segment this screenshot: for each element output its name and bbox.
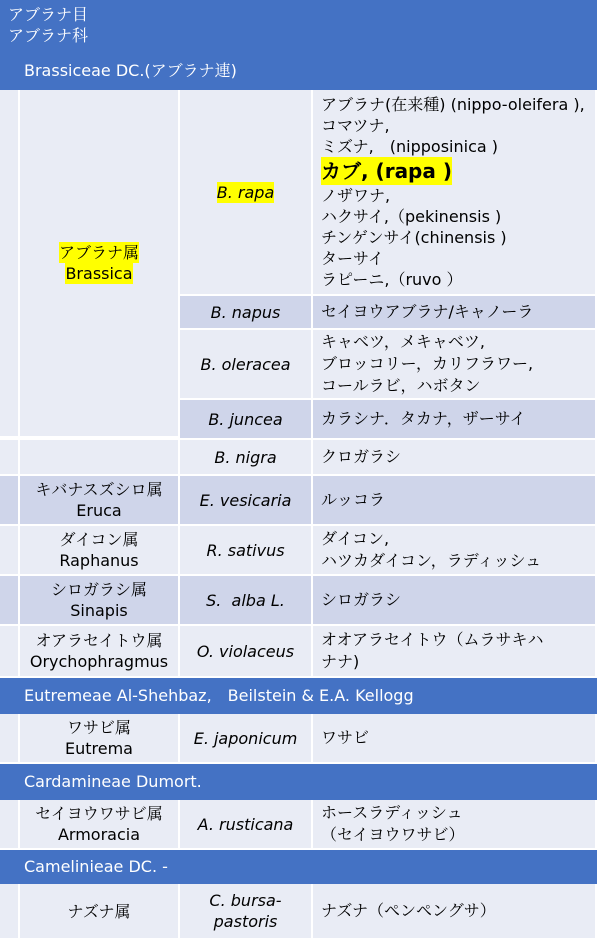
species-name-line2: pastoris	[213, 912, 278, 931]
order-name: アブラナ目	[8, 5, 89, 24]
crops-cell	[313, 800, 597, 850]
genus-latin: Armoracia	[57, 825, 141, 844]
crops-cell	[313, 884, 597, 940]
crop-item: ハツカダイコン，ラディッシュ	[321, 551, 542, 570]
genus-ja: ワサビ属	[66, 718, 131, 737]
species-cell	[180, 330, 313, 400]
genus-cell	[20, 476, 180, 526]
genus-latin: Raphanus	[59, 551, 139, 570]
crop-item: チンゲンサイ(chinensis )	[321, 228, 507, 247]
genus-row	[0, 714, 597, 764]
species-row	[0, 400, 597, 440]
crops-cell	[313, 330, 597, 400]
species-name: B. juncea	[208, 409, 283, 429]
species-name: E. japonicum	[193, 728, 298, 748]
species-name-line1: C. bursa-	[209, 891, 282, 910]
species-cell	[180, 526, 313, 576]
crop-item: ワサビ	[321, 728, 370, 747]
species-name: A. rusticana	[197, 814, 294, 834]
crop-item: クロガラシ	[321, 447, 402, 466]
indent-cell	[0, 576, 20, 626]
tribe-name: Camelinieae DC. -	[24, 857, 168, 876]
family-name: アブラナ科	[8, 26, 89, 45]
genus-ja: セイヨウワサビ属	[35, 804, 163, 823]
species-name: B. napus	[210, 302, 281, 322]
genus-latin: Sinapis	[70, 601, 128, 620]
crop-item: ルッコラ	[321, 490, 386, 509]
crop-item: ラピーニ,（ruvo ）	[321, 270, 463, 289]
genus-ja: シロガラシ属	[50, 580, 147, 599]
genus-latin: Orychophragmus	[29, 652, 169, 671]
genus-cell	[20, 440, 180, 476]
crops-cell	[313, 440, 597, 476]
species-row	[0, 296, 597, 330]
genus-ja: オアラセイトウ属	[35, 631, 163, 650]
crop-item: ダイコン,	[321, 529, 390, 548]
crop-item: セイヨウアブラナ/キャノーラ	[321, 302, 534, 321]
crop-item: ホースラディッシュ	[321, 803, 463, 822]
genus-cell	[20, 714, 180, 764]
crops-cell	[313, 626, 597, 678]
species-cell	[180, 884, 313, 940]
indent-cell	[0, 476, 20, 526]
crop-item: ナナ)	[321, 652, 360, 671]
species-cell	[180, 296, 313, 330]
genus-row	[0, 476, 597, 526]
genus-row	[0, 884, 597, 940]
genus-ja: ナズナ属	[67, 901, 131, 921]
genus-ja: アブラナ属	[58, 243, 139, 262]
indent-cell	[0, 440, 20, 476]
crop-item: ナズナ（ペンペングサ）	[321, 901, 496, 920]
indent-cell	[0, 526, 20, 576]
tribe-header-eutremeae	[0, 678, 597, 714]
species-row	[0, 330, 597, 400]
tribe-header-cardamineae	[0, 764, 597, 800]
tribe-name: Brassiceae DC.(アブラナ連)	[24, 61, 237, 80]
crop-item: コマツナ,	[321, 116, 390, 135]
species-cell	[180, 440, 313, 476]
crop-item: シロガラシ	[321, 590, 402, 609]
crop-item: オオアラセイトウ（ムラサキハ	[321, 630, 544, 649]
indent-cell	[0, 800, 20, 850]
tribe-header-brassiceae	[0, 52, 597, 90]
tribe-name: Cardamineae Dumort.	[24, 772, 202, 791]
genus-cell	[20, 800, 180, 850]
species-cell	[180, 400, 313, 440]
crop-item: （セイヨウワサビ）	[321, 825, 465, 844]
genus-latin: Brassica	[65, 264, 133, 283]
species-cell	[180, 576, 313, 626]
genus-latin: Eruca	[76, 501, 122, 520]
genus-row	[0, 800, 597, 850]
genus-row	[0, 526, 597, 576]
tribe-header-camelinieae	[0, 850, 597, 884]
species-name: R. sativus	[206, 540, 285, 560]
indent-cell	[0, 714, 20, 764]
species-row	[0, 440, 597, 476]
genus-cell	[20, 576, 180, 626]
genus-cell	[20, 526, 180, 576]
genus-cell	[20, 626, 180, 678]
crops-cell	[313, 526, 597, 576]
genus-row	[0, 576, 597, 626]
species-name: O. violaceus	[196, 641, 295, 661]
indent-cell	[0, 884, 20, 940]
species-name: E. vesicaria	[199, 490, 292, 510]
genus-ja: ダイコン属	[59, 530, 139, 549]
species-cell	[180, 714, 313, 764]
crops-cell	[313, 296, 597, 330]
crop-item: コールラビ，ハボタン	[321, 376, 481, 395]
crop-item-highlight: カブ, (rapa )	[321, 159, 452, 183]
crops-cell	[313, 400, 597, 440]
species-name: B. nigra	[214, 447, 277, 467]
crop-item: ミズナ, (nipposinica )	[321, 137, 498, 156]
crops-cell	[313, 714, 597, 764]
crops-cell	[313, 90, 597, 296]
genus-ja: キバナスズシロ属	[35, 480, 163, 499]
crop-item: キャベツ，メキャベツ,	[321, 332, 485, 351]
crop-item: カラシナ．タカナ，ザーサイ	[321, 409, 526, 428]
species-name: B. oleracea	[200, 354, 291, 374]
species-cell	[180, 90, 313, 296]
genus-cell	[20, 884, 180, 940]
species-name: B. rapa	[216, 182, 275, 202]
crops-cell	[313, 476, 597, 526]
genus-latin: Eutrema	[65, 739, 133, 758]
crop-item: ノザワナ,	[321, 186, 391, 205]
table-header	[0, 0, 597, 52]
tribe-name: Eutremeae Al-Shehbaz, Beilstein & E.A. Kellogg	[24, 686, 414, 705]
crops-cell	[313, 576, 597, 626]
species-cell	[180, 476, 313, 526]
crop-item: ハクサイ,（pekinensis )	[321, 207, 502, 226]
species-cell	[180, 800, 313, 850]
crop-item: ターサイ	[321, 249, 384, 268]
species-row	[0, 90, 597, 296]
species-cell	[180, 626, 313, 678]
genus-row	[0, 626, 597, 678]
indent-cell	[0, 626, 20, 678]
species-name: S. alba L.	[206, 590, 285, 610]
crop-item: アブラナ(在来種) (nippo-oleifera ),	[321, 95, 585, 114]
crop-item: ブロッコリー，カリフラワー,	[321, 354, 534, 373]
